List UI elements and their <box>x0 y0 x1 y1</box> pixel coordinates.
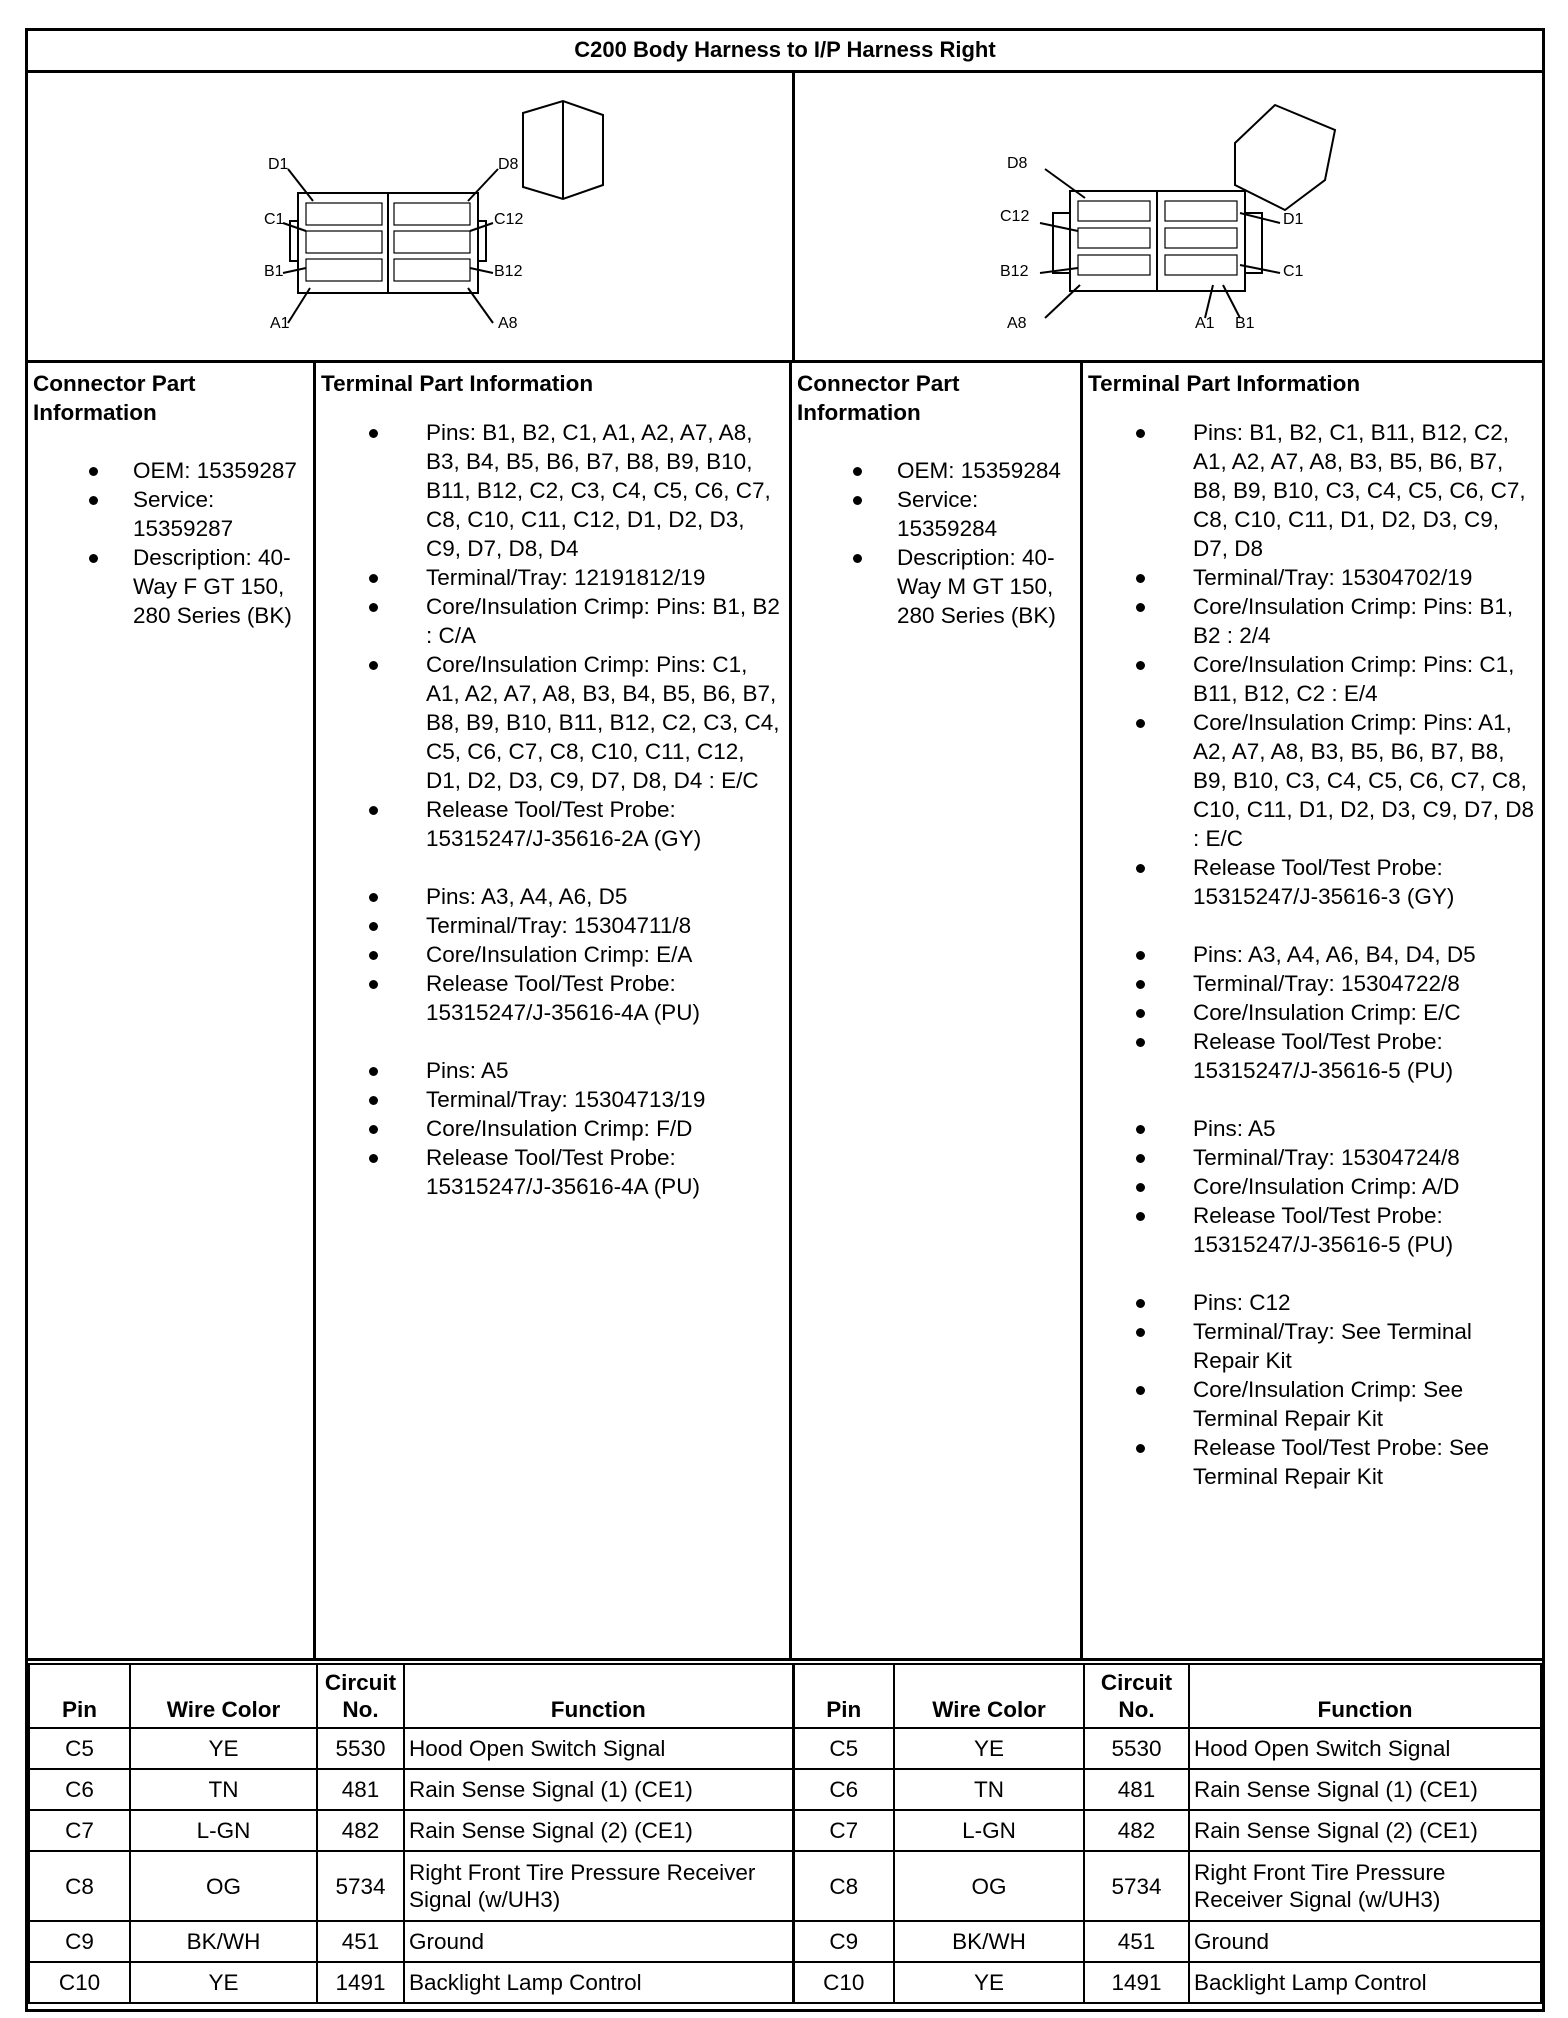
wire-color-cell: YE <box>130 1728 317 1769</box>
wire-color-cell: TN <box>130 1769 317 1810</box>
column-header: Circuit No. <box>317 1664 404 1728</box>
bullet-item: Core/Insulation Crimp: Pins: B1, B2 : 2/4 <box>1088 592 1537 650</box>
pin-label: B12 <box>1000 263 1029 280</box>
circuit-cell: 482 <box>1084 1810 1189 1851</box>
circuit-cell: 5734 <box>1084 1851 1189 1921</box>
bullet-item: OEM: 15359284 <box>797 456 1075 485</box>
circuit-cell: 5734 <box>317 1851 404 1921</box>
pin-cell: C5 <box>793 1728 894 1769</box>
pin-label: D8 <box>1007 155 1028 172</box>
bullet-item: Core/Insulation Crimp: E/C <box>1088 998 1537 1027</box>
bullet-item: Core/Insulation Crimp: A/D <box>1088 1172 1537 1201</box>
pin-cell: C8 <box>793 1851 894 1921</box>
bullet-item: Terminal/Tray: See Terminal Repair Kit <box>1088 1317 1537 1375</box>
pin-label: B1 <box>264 263 284 280</box>
bullet-item: OEM: 15359287 <box>33 456 308 485</box>
column-header: Wire Color <box>894 1664 1084 1728</box>
table-row <box>29 1728 1541 1769</box>
connector-list <box>797 456 1075 630</box>
function-cell: Rain Sense Signal (1) (CE1) <box>1189 1769 1541 1810</box>
terminal-group <box>1088 940 1537 1085</box>
pin-label: A8 <box>498 315 518 332</box>
female-connector-drawing <box>28 73 795 363</box>
terminal-group <box>1088 418 1537 911</box>
bullet-item: Terminal/Tray: 15304711/8 <box>321 911 784 940</box>
function-cell: Rain Sense Signal (1) (CE1) <box>404 1769 793 1810</box>
bullet-item: Pins: A3, A4, A6, B4, D4, D5 <box>1088 940 1537 969</box>
wire-color-cell: TN <box>894 1769 1084 1810</box>
bullet-item: Release Tool/Test Probe: 15315247/J-35616-4A (PU) <box>321 1143 784 1201</box>
bullet-item: Description: 40-Way F GT 150, 280 Series (BK) <box>33 543 308 630</box>
bullet-item: Release Tool/Test Probe: 15315247/J-35616-3 (GY) <box>1088 853 1537 911</box>
pin-cell: C9 <box>29 1921 130 1962</box>
page-title: C200 Body Harness to I/P Harness Right <box>28 31 1542 73</box>
column-header: Function <box>404 1664 793 1728</box>
bullet-item: Terminal/Tray: 12191812/19 <box>321 563 784 592</box>
wire-color-cell: OG <box>894 1851 1084 1921</box>
part-information <box>28 363 1542 1661</box>
circuit-cell: 1491 <box>1084 1962 1189 2003</box>
function-cell: Backlight Lamp Control <box>404 1962 793 2003</box>
circuit-cell: 1491 <box>317 1962 404 2003</box>
connector-list <box>33 456 308 630</box>
function-cell: Ground <box>404 1921 793 1962</box>
pin-label: B12 <box>494 263 523 280</box>
circuit-cell: 5530 <box>317 1728 404 1769</box>
pin-label: C12 <box>1000 208 1030 225</box>
wire-color-cell: BK/WH <box>130 1921 317 1962</box>
wire-color-cell: BK/WH <box>894 1921 1084 1962</box>
pin-cell: C6 <box>793 1769 894 1810</box>
right-terminal-info <box>1083 363 1542 1658</box>
bullet-item: Terminal/Tray: 15304724/8 <box>1088 1143 1537 1172</box>
bullet-item: Pins: A5 <box>1088 1114 1537 1143</box>
table-row <box>29 1851 1541 1921</box>
bullet-item: Core/Insulation Crimp: Pins: B1, B2 : C/A <box>321 592 784 650</box>
pin-table <box>28 1663 1542 2004</box>
left-connector-info <box>28 363 316 1658</box>
bullet-item: Terminal/Tray: 15304713/19 <box>321 1085 784 1114</box>
column-header: Pin <box>29 1664 130 1728</box>
pin-cell: C5 <box>29 1728 130 1769</box>
table-row <box>29 1769 1541 1810</box>
bullet-item: Pins: B1, B2, C1, B11, B12, C2, A1, A2, A7, A8, B3, B5, B6, B7, B8, B9, B10, C3, C4, C5, C6, C7, C8, C10, C11, D1, D2, D3, C9, D7, D8 <box>1088 418 1537 563</box>
pin-cell: C10 <box>793 1962 894 2003</box>
pin-cell: C7 <box>29 1810 130 1851</box>
bullet-item: Terminal/Tray: 15304702/19 <box>1088 563 1537 592</box>
function-cell: Rain Sense Signal (2) (CE1) <box>404 1810 793 1851</box>
table-row <box>29 1810 1541 1851</box>
function-cell: Rain Sense Signal (2) (CE1) <box>1189 1810 1541 1851</box>
circuit-cell: 451 <box>1084 1921 1189 1962</box>
function-cell: Hood Open Switch Signal <box>1189 1728 1541 1769</box>
pin-label: C1 <box>1283 263 1304 280</box>
bullet-item: Pins: A3, A4, A6, D5 <box>321 882 784 911</box>
wire-color-cell: YE <box>130 1962 317 2003</box>
circuit-cell: 481 <box>317 1769 404 1810</box>
left-terminal-info <box>316 363 792 1658</box>
pin-label: C12 <box>494 211 524 228</box>
connector-diagrams <box>28 73 1542 363</box>
column-header: Pin <box>793 1664 894 1728</box>
bullet-item: Release Tool/Test Probe: See Terminal Repair Kit <box>1088 1433 1537 1491</box>
column-header: Circuit No. <box>1084 1664 1189 1728</box>
bullet-item: Pins: B1, B2, C1, A1, A2, A7, A8, B3, B4, B5, B6, B7, B8, B9, B10, B11, B12, C2, C3, C4, C5, C6, C7, C8, C10, C11, C12, D1, D2, D3, C9, D7, D8, D4 <box>321 418 784 563</box>
pin-label: D8 <box>498 156 519 173</box>
circuit-cell: 481 <box>1084 1769 1189 1810</box>
function-cell: Right Front Tire Pressure Receiver Signal (w/UH3) <box>1189 1851 1541 1921</box>
wire-color-cell: YE <box>894 1962 1084 2003</box>
pin-cell: C6 <box>29 1769 130 1810</box>
bullet-item: Pins: A5 <box>321 1056 784 1085</box>
column-header: Wire Color <box>130 1664 317 1728</box>
pin-cell: C9 <box>793 1921 894 1962</box>
wire-color-cell: L-GN <box>130 1810 317 1851</box>
wire-color-cell: YE <box>894 1728 1084 1769</box>
section-heading: Terminal Part Information <box>1088 371 1361 396</box>
bullet-item: Release Tool/Test Probe: 15315247/J-35616-5 (PU) <box>1088 1201 1537 1259</box>
bullet-item: Service: 15359287 <box>33 485 308 543</box>
section-heading: Connector Part Information <box>33 371 196 425</box>
function-cell: Right Front Tire Pressure Receiver Signal (w/UH3) <box>404 1851 793 1921</box>
bullet-item: Description: 40-Way M GT 150, 280 Series (BK) <box>797 543 1075 630</box>
bullet-item: Core/Insulation Crimp: Pins: A1, A2, A7, A8, B3, B5, B6, B7, B8, B9, B10, C3, C4, C5, C6, C7, C8, C10, C11, D1, D2, D3, C9, D7, D8 : E/C <box>1088 708 1537 853</box>
terminal-group <box>321 882 784 1027</box>
bullet-item: Core/Insulation Crimp: Pins: C1, B11, B12, C2 : E/4 <box>1088 650 1537 708</box>
terminal-group <box>321 418 784 853</box>
bullet-item: Pins: C12 <box>1088 1288 1537 1317</box>
bullet-item: Core/Insulation Crimp: See Terminal Repair Kit <box>1088 1375 1537 1433</box>
terminal-groups <box>321 418 784 1201</box>
bullet-item: Release Tool/Test Probe: 15315247/J-35616-5 (PU) <box>1088 1027 1537 1085</box>
circuit-cell: 451 <box>317 1921 404 1962</box>
pin-label: A1 <box>1195 315 1215 332</box>
male-connector-drawing <box>795 73 1545 363</box>
function-cell: Ground <box>1189 1921 1541 1962</box>
female-connector-diagram <box>28 73 795 360</box>
section-heading: Connector Part Information <box>797 371 960 425</box>
function-cell: Backlight Lamp Control <box>1189 1962 1541 2003</box>
bullet-item: Release Tool/Test Probe: 15315247/J-35616-2A (GY) <box>321 795 784 853</box>
bullet-item: Service: 15359284 <box>797 485 1075 543</box>
terminal-group <box>1088 1288 1537 1491</box>
terminal-group <box>1088 1114 1537 1259</box>
bullet-item: Release Tool/Test Probe: 15315247/J-35616-4A (PU) <box>321 969 784 1027</box>
circuit-cell: 482 <box>317 1810 404 1851</box>
pin-label: A8 <box>1007 315 1027 332</box>
section-heading: Terminal Part Information <box>321 371 594 396</box>
bullet-item: Core/Insulation Crimp: E/A <box>321 940 784 969</box>
pin-label: D1 <box>268 156 289 173</box>
connector-sheet <box>25 28 1545 2012</box>
table-row <box>29 1962 1541 2003</box>
male-connector-diagram <box>795 73 1542 360</box>
circuit-cell: 5530 <box>1084 1728 1189 1769</box>
pin-label: B1 <box>1235 315 1255 332</box>
column-header: Function <box>1189 1664 1541 1728</box>
bullet-item: Core/Insulation Crimp: F/D <box>321 1114 784 1143</box>
function-cell: Hood Open Switch Signal <box>404 1728 793 1769</box>
pin-cell: C7 <box>793 1810 894 1851</box>
pin-label: C1 <box>264 211 285 228</box>
terminal-group <box>321 1056 784 1201</box>
terminal-groups <box>1088 418 1537 1491</box>
pin-cell: C10 <box>29 1962 130 2003</box>
table-row <box>29 1921 1541 1962</box>
pin-label: A1 <box>270 315 290 332</box>
wire-color-cell: L-GN <box>894 1810 1084 1851</box>
pin-cell: C8 <box>29 1851 130 1921</box>
bullet-item: Core/Insulation Crimp: Pins: C1, A1, A2, A7, A8, B3, B4, B5, B6, B7, B8, B9, B10, B11, B12, C2, C3, C4, C5, C6, C7, C8, C10, C11, C12, D1, D2, D3, C9, D7, D8, D4 : E/C <box>321 650 784 795</box>
bullet-item: Terminal/Tray: 15304722/8 <box>1088 969 1537 998</box>
wire-color-cell: OG <box>130 1851 317 1921</box>
right-connector-info <box>792 363 1083 1658</box>
pin-label: D1 <box>1283 211 1304 228</box>
